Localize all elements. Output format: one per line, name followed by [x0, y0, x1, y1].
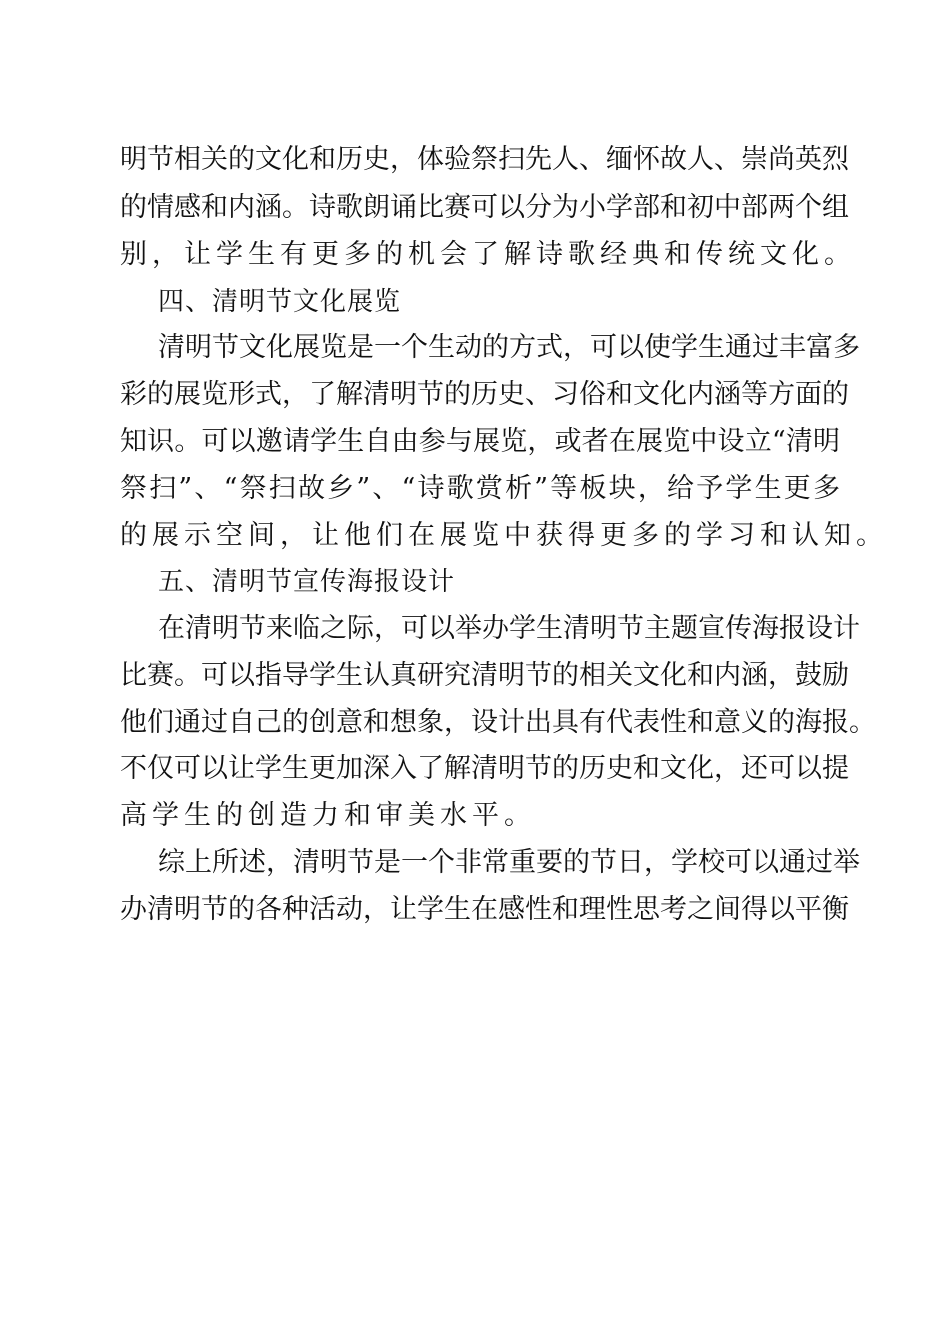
paragraph-line: 的展示空间，让他们在展览中获得更多的学习和认知。	[120, 520, 888, 551]
paragraph-line: 清明节文化展览是一个生动的方式，可以使学生通过丰富多	[158, 332, 860, 363]
paragraph-line: 高学生的创造力和审美水平。	[120, 800, 536, 831]
section-heading: 四、清明节文化展览	[158, 287, 402, 317]
paragraph-line: 综上所述，清明节是一个非常重要的节日，学校可以通过举	[158, 847, 860, 878]
paragraph-line: 不仅可以让学生更加深入了解清明节的历史和文化，还可以提	[120, 753, 849, 784]
paragraph-line: 祭扫”、“祭扫故乡”、“诗歌赏析”等板块，给予学生更多	[120, 473, 840, 504]
paragraph-line: 在清明节来临之际，可以举办学生清明节主题宣传海报设计	[158, 613, 860, 644]
paragraph-line: 的情感和内涵。诗歌朗诵比赛可以分为小学部和初中部两个组	[120, 192, 849, 223]
paragraph-line: 他们通过自己的创意和想象，设计出具有代表性和意义的海报。	[120, 707, 876, 738]
paragraph-line: 办清明节的各种活动，让学生在感性和理性思考之间得以平衡	[120, 894, 849, 925]
paragraph-line: 别，让学生有更多的机会了解诗歌经典和传统文化。	[120, 239, 856, 270]
section-heading: 五、清明节宣传海报设计	[158, 567, 456, 597]
paragraph-line: 明节相关的文化和历史，体验祭扫先人、缅怀故人、崇尚英烈	[120, 144, 849, 175]
paragraph-line: 比赛。可以指导学生认真研究清明节的相关文化和内涵，鼓励	[120, 660, 849, 691]
paragraph-line: 彩的展览形式，了解清明节的历史、习俗和文化内涵等方面的	[120, 379, 849, 410]
paragraph-line: 知识。可以邀请学生自由参与展览，或者在展览中设立“清明	[120, 426, 840, 457]
